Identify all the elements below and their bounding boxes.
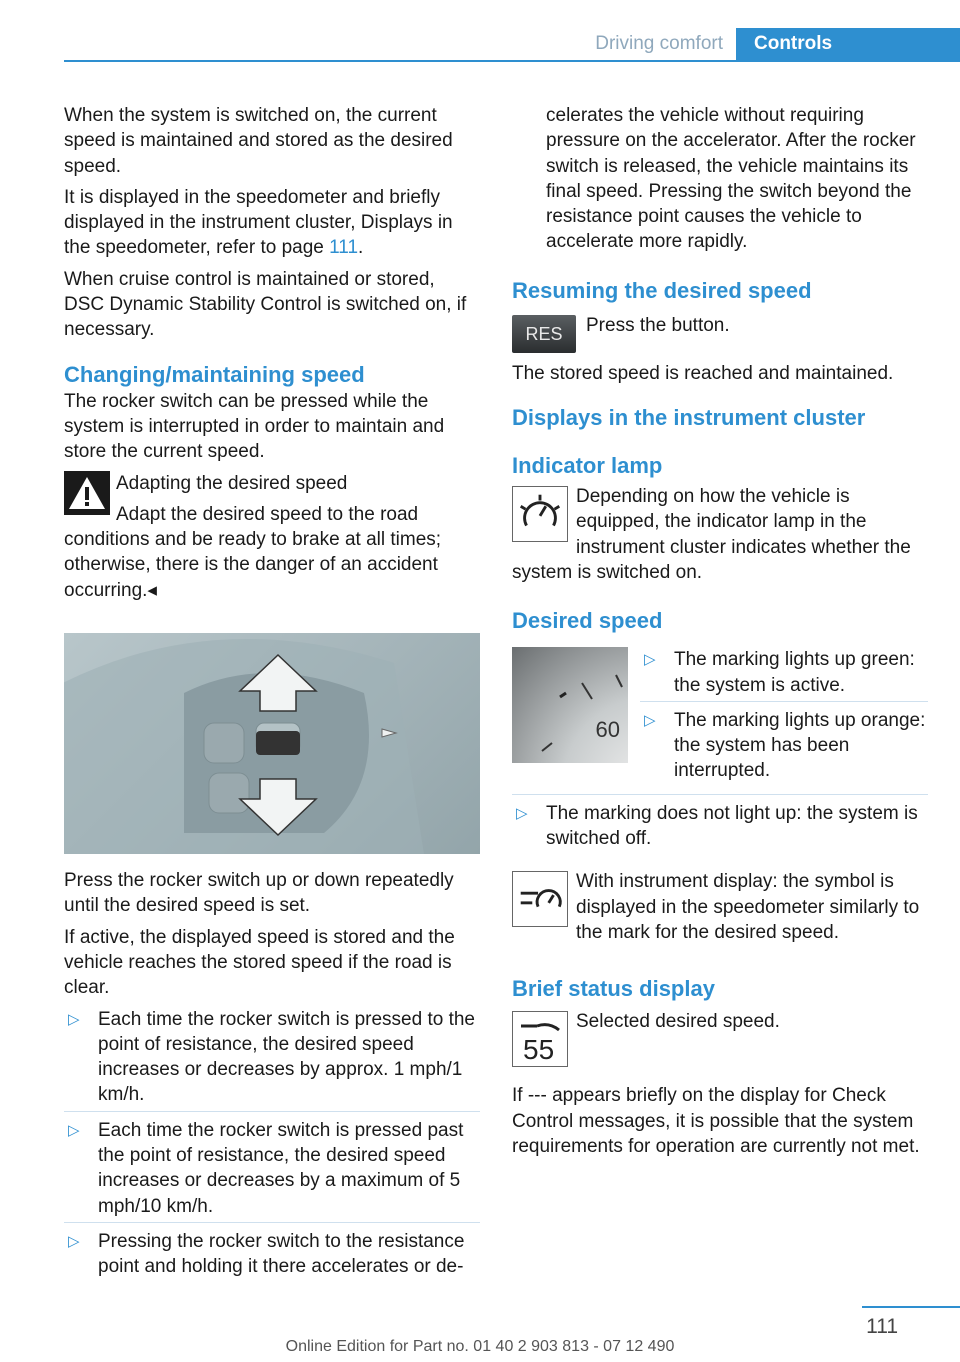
right-column [512, 103, 928, 1165]
paragraph: If active, the displayed speed is stored and the vehicle reaches the stored speed if the road is clear. [64, 926, 455, 999]
list-item [512, 801, 928, 852]
list-item [640, 708, 928, 784]
paragraph: celerates the vehicle without requiring pressure on the accelerator. After the rocker switch is released, the vehicle maintains its final speed. Pressing the switch beyond the resistance point causes the vehicle to accelerate more rapidly. [546, 105, 916, 253]
brief-block [512, 1009, 928, 1071]
footer-rule [862, 1306, 960, 1308]
subsection-heading: Desired speed [512, 608, 663, 634]
paragraph [64, 185, 480, 261]
list-item-text: Each time the rocker switch is pressed past the point of resistance, the desired speed increases or decreases by a maximum of 5 mph/10 km/h. [98, 1119, 464, 1217]
bullet-triangle-icon: ▷ [644, 651, 656, 669]
cruise-symbol-icon [512, 871, 568, 927]
list-item [64, 1229, 480, 1280]
divider [64, 1222, 480, 1223]
page-link[interactable]: 111 [329, 237, 359, 259]
cruise-indicator-icon [512, 486, 568, 542]
bullet-triangle-icon: ▷ [68, 1121, 80, 1139]
status-arc-icon [513, 1016, 567, 1036]
divider [640, 701, 928, 702]
paragraph: Selected desired speed. [576, 1011, 780, 1033]
paragraph-text: . [358, 237, 364, 259]
divider [512, 794, 928, 795]
list-item-text: The marking lights up green: the system is active. [674, 649, 915, 696]
warning-block [64, 471, 480, 603]
rocker-bullet-list [64, 1007, 480, 1280]
list-item [64, 1007, 480, 1108]
footer-edition: Online Edition for Part no. 01 40 2 903 813 - 07 12 490 [285, 1338, 675, 1355]
paragraph: The stored speed is reached and maintained. [512, 362, 894, 384]
warning-title: Adapting the desired speed [116, 472, 348, 494]
subsection-heading: Brief status display [512, 976, 715, 1002]
gauge-label: 60 [595, 717, 620, 743]
list-item-text: The marking does not light up: the system is switched off. [546, 802, 918, 850]
list-item-text: Pressing the rocker switch to the resistance point and holding it there accelerates or de- [98, 1230, 465, 1278]
speedometer-image [512, 647, 628, 763]
paragraph-text: It is displayed in the speedometer and briefly displayed in the instrument cluster, Displays in the speedometer, refer to page [64, 186, 453, 259]
header-rule [64, 60, 960, 62]
paragraph: When the system is switched on, the current speed is maintained and stored as the desired speed. [64, 105, 453, 177]
paragraph: With instrument display: the symbol is displayed in the speedometer similarly to the mark for the desired speed. [576, 871, 920, 943]
desired-bullet-list [640, 647, 928, 789]
list-item-text: Each time the rocker switch is pressed to the point of resistance, the desired speed increases or decreases by approx. 1 mph/1 km/h. [98, 1008, 475, 1106]
indicator-block [512, 484, 928, 585]
header-chapter: Controls [736, 28, 960, 60]
warning-body: Adapt the desired speed to the road conditions and be ready to brake at all times; otherwise, there is the danger of an accident occurring.◂ [64, 503, 442, 601]
header-section: Driving comfort [595, 33, 723, 54]
paragraph: Depending on how the vehicle is equipped, the indicator lamp in the instrument cluster indicates whether the system is switched on. [512, 486, 911, 583]
brief-status-icon [512, 1011, 568, 1067]
page-number: 111 [866, 1315, 898, 1338]
list-item [640, 647, 928, 698]
res-block [512, 311, 928, 353]
paragraph: The rocker switch can be pressed while the system is interrupted in order to maintain and store the current speed. [64, 390, 445, 463]
res-button-icon: RES [512, 315, 576, 353]
section-heading: Resuming the desired speed [512, 277, 812, 303]
paragraph: Press the rocker switch up or down repeatedly until the desired speed is set. [64, 870, 454, 917]
left-column [64, 103, 480, 1286]
bullet-triangle-icon: ▷ [68, 1232, 80, 1250]
bullet-triangle-icon: ▷ [516, 804, 528, 822]
warning-icon [64, 471, 110, 515]
desired-block [512, 647, 928, 789]
list-item-text: The marking lights up orange: the system has been interrupted. [674, 709, 926, 782]
steering-wheel-illustration [64, 633, 480, 854]
section-heading: Changing/maintaining speed [64, 361, 365, 387]
gauge-ticks [512, 647, 628, 763]
brief-status-value: 55 [523, 1034, 555, 1066]
rocker-switch-photo [64, 633, 480, 854]
bullet-triangle-icon: ▷ [644, 711, 656, 729]
instrument-block [512, 869, 928, 951]
subsection-heading: Indicator lamp [512, 453, 663, 479]
bullet-triangle-icon: ▷ [68, 1010, 80, 1028]
desired-bullet-list-2 [512, 801, 928, 852]
list-item [64, 1118, 480, 1219]
paragraph: If --- appears briefly on the display for Check Control messages, it is possible that the system requirements for operation are currently not met. [512, 1085, 920, 1157]
divider [64, 1111, 480, 1112]
paragraph: Press the button. [586, 314, 730, 336]
paragraph: When cruise control is maintained or stored, DSC Dynamic Stability Control is switched on, if necessary. [64, 268, 467, 341]
section-heading: Displays in the instrument cluster [512, 405, 866, 431]
